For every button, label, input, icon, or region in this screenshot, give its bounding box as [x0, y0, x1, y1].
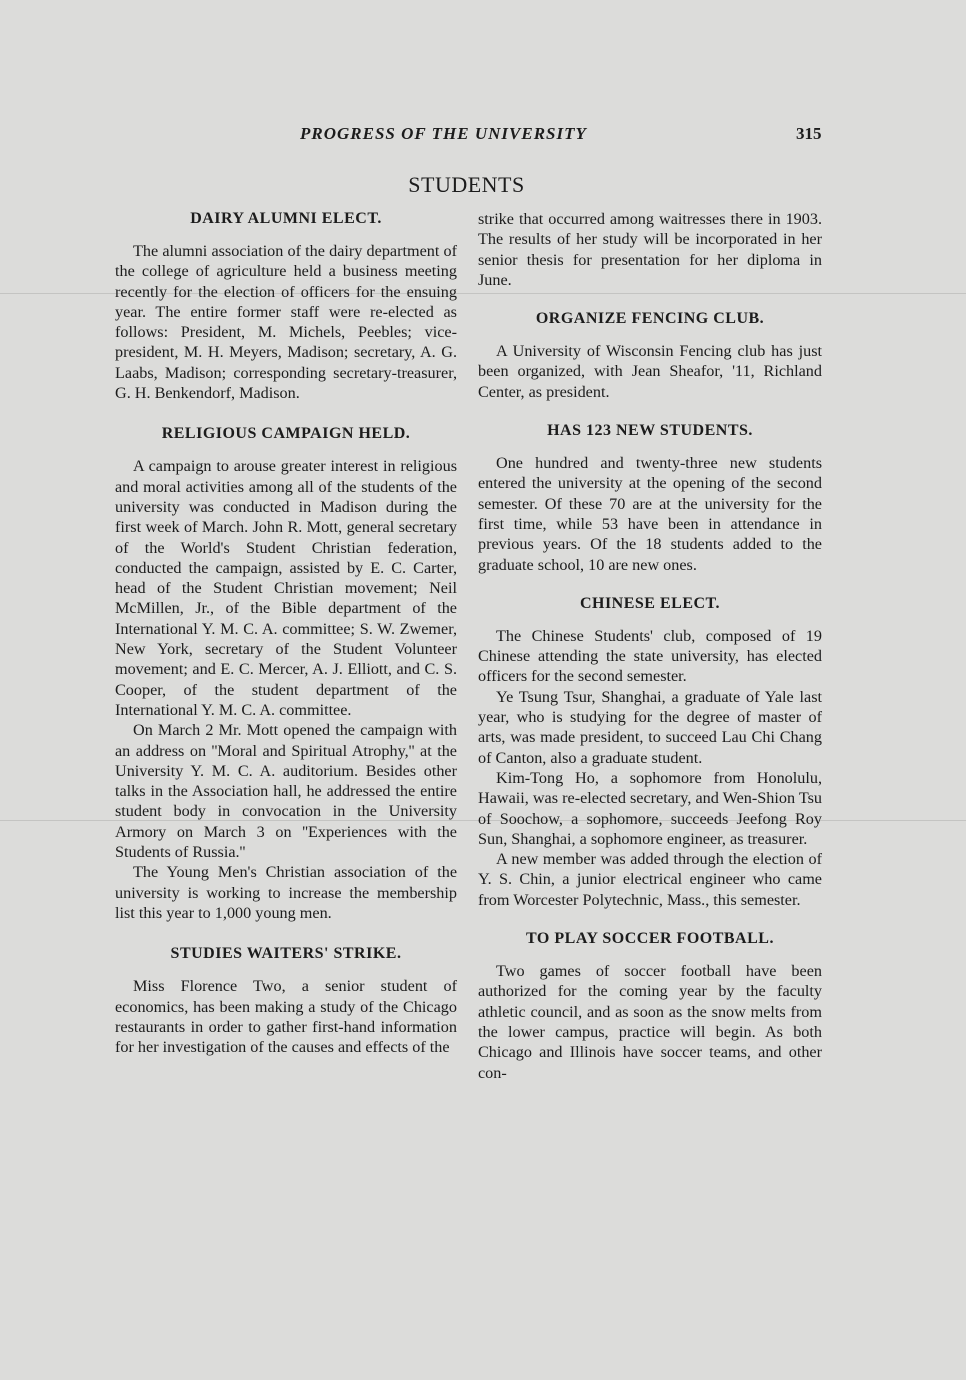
article-chinese-paragraph-2: Ye Tsung Tsur, Shanghai, a graduate of Yale last year, who is studying for the degree of master of arts, was made president, to succeed Lau Chi Chang of Canton, also a graduate student. — [478, 687, 822, 767]
article-heading-soccer: TO PLAY SOCCER FOOTBALL. — [526, 930, 774, 948]
article-chinese-paragraph-3: Kim-Tong Ho, a sophomore from Honolulu, Hawaii, was re-elected secretary, and Wen-Shion Tsu of Soochow, a sophomore, succeeds Jeefong Roy Sun, Shanghai, a sophomore engineer, as treasurer. — [478, 768, 822, 848]
running-head-title: PROGRESS OF THE UNIVERSITY — [300, 124, 587, 143]
article-chinese-paragraph-1: The Chinese Students' club, composed of 19 Chinese attending the state university, has elected officers for the second semester. — [478, 626, 822, 686]
article-religious-paragraph-2: On March 2 Mr. Mott opened the campaign with an address on ''Moral and Spiritual Atrophy,'' at the University Y. M. C. A. auditorium. Besides other talks in the Association hall, he addressed the entire student body in convocation in the University Armory on March 3 on ''Experiences with the Students of Russia.'' — [115, 721, 457, 862]
article-religious-paragraph-1: A campaign to arouse greater interest in religious and moral activities among all of the students of the university was conducted in Madison during the first week of March. John R. Mott, general secretary of the World's Student Christian federation, conducted the campaign, assisted by E. C. Carter, head of the Student Christian movement; Neil McMillen, Jr., of the Bible department of the International Y. M. C. A. committee; S. W. Zwemer, New York, secretary of the Student Volunteer movement; and E. C. Mercer, A. J. Elliott, and C. S. Cooper, of the student department of the International Y. M. C. A. committee. — [115, 457, 457, 719]
article-waiters-paragraph: Miss Florence Two, a senior student of economics, has been making a study of the Chicago restaurants in order to gather first-hand information for her investigation of the causes and effects of the — [115, 977, 457, 1057]
article-waiters-continuation: strike that occurred among waitresses there in 1903. The results of her study will be incorporated in her senior thesis for presentation for her diploma in June. — [478, 210, 822, 289]
article-heading-dairy: DAIRY ALUMNI ELECT. — [190, 210, 382, 227]
page-number: 315 — [796, 124, 822, 143]
article-heading-chinese: CHINESE ELECT. — [579, 594, 721, 612]
article-chinese-paragraph-4: A new member was added through the election of Y. S. Chin, a junior electrical engineer who came from Worcester Polytechnic, Mass., this semester. — [478, 850, 822, 909]
article-dairy-paragraph: The alumni association of the dairy department of the college of agriculture held a business meeting recently for the election of officers for the ensuing year. The entire former staff were re-elected as follows: President, M. Michels, Peebles; vice-president, M. H. Meyers, Madison; secretary, A. G. Laabs, Madison; corresponding secretary-treasurer, G. H. Benkendorf, Madison. — [115, 242, 457, 403]
left-column — [115, 207, 457, 1057]
article-heading-new-students: HAS 123 NEW STUDENTS. — [547, 422, 753, 440]
article-new-students-paragraph: One hundred and twenty-three new students entered the university at the opening of the second semester. Of these 70 are at the university for the first time, while 53 have been in attendance in previous years. Of the 18 students added to the graduate school, 10 are new ones. — [478, 454, 822, 574]
article-fencing-paragraph: A University of Wisconsin Fencing club has just been organized, with Jean Sheafor, '11, Richland Center, as president. — [478, 342, 822, 401]
article-soccer-paragraph: Two games of soccer football have been authorized for the coming year by the faculty athletic council, and as soon as the snow melts from the lower campus, practice will begin. As both Chicago and Illinois have soccer teams, and other con- — [478, 962, 822, 1082]
article-heading-religious: RELIGIOUS CAMPAIGN HELD. — [161, 425, 411, 443]
running-head — [0, 124, 966, 150]
section-title: STUDENTS — [408, 172, 525, 197]
article-heading-waiters: STUDIES WAITERS' STRIKE. — [170, 945, 402, 963]
right-column — [478, 209, 822, 1083]
article-religious-paragraph-3: The Young Men's Christian association of the university is working to increase the membership list this year to 1,000 young men. — [115, 863, 457, 922]
article-heading-fencing: ORGANIZE FENCING CLUB. — [535, 310, 765, 328]
